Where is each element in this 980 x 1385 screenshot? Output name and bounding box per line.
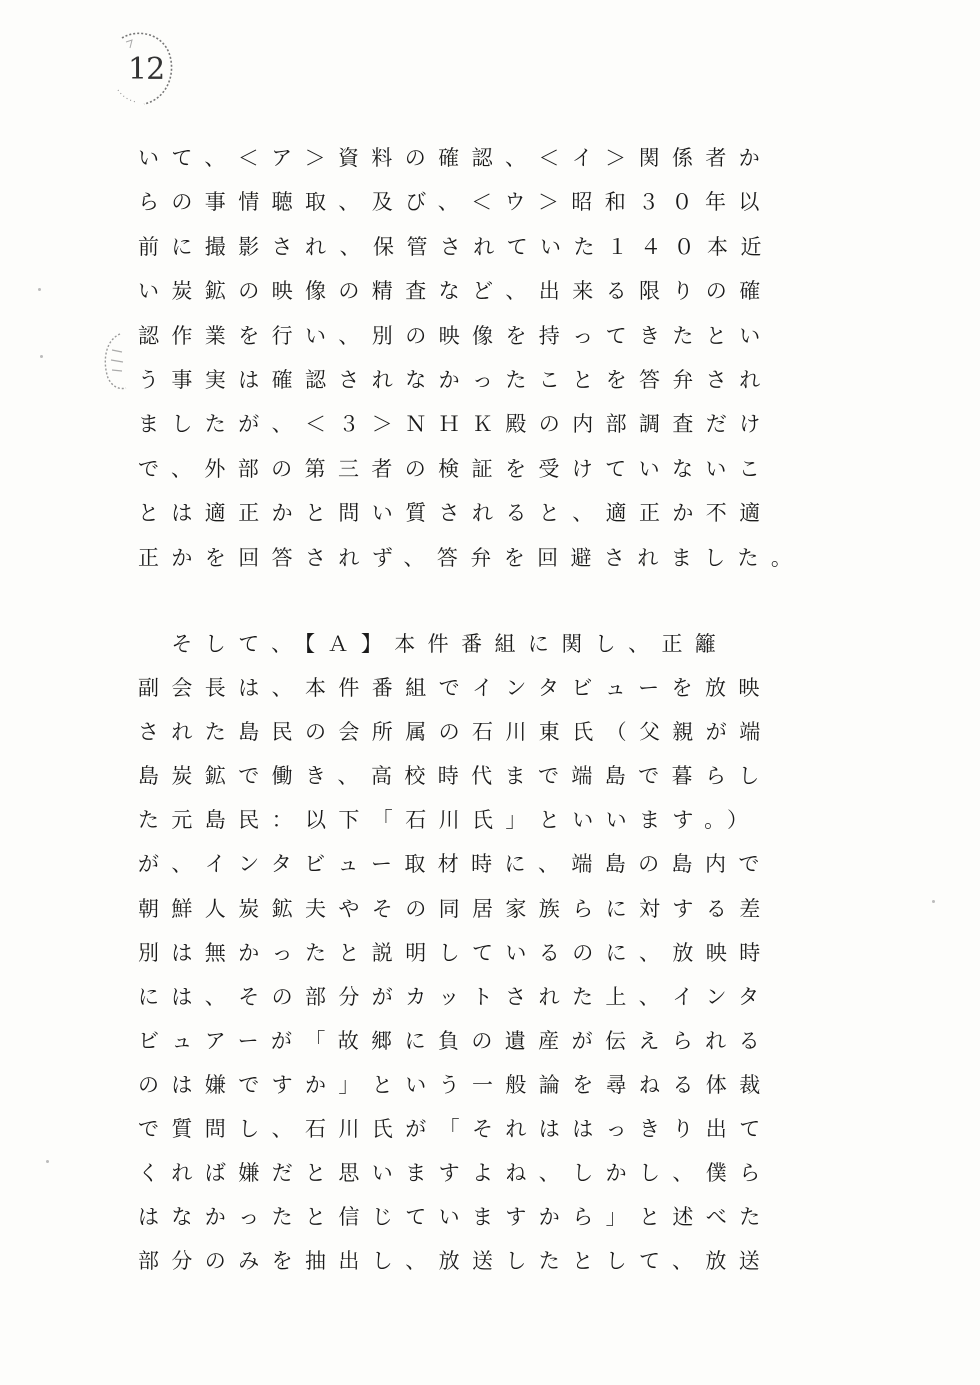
- text-line: いて、＜ア＞資料の確認、＜イ＞関係者か: [138, 146, 773, 170]
- text-line: で、外部の第三者の検証を受けていないこ: [138, 456, 773, 481]
- text-line: ビュアーが「故郷に負の遺産が伝えられる: [138, 1028, 772, 1053]
- text-line: 副会長は、本件番組でインタビューを放映: [138, 676, 772, 701]
- text-line: い炭鉱の映像の精査など、出来る限りの確: [138, 279, 773, 304]
- text-line: には、その部分がカットされた上、インタ: [138, 984, 772, 1009]
- margin-seal-icon: [98, 330, 132, 392]
- text-line: のは嫌ですか」という一般論を尋ねる体裁: [138, 1072, 773, 1097]
- text-line: くれば嫌だと思いますよね、しかし、僕ら: [138, 1161, 773, 1186]
- text-line: 朝鮮人炭鉱夫やその同居家族らに対する差: [138, 896, 773, 921]
- text-line: とは適正かと問い質されると、適正か不適: [138, 501, 773, 526]
- page-number: 12: [128, 52, 165, 87]
- text-line: はなかったと信じていますから」と述べた: [138, 1205, 773, 1230]
- text-line: う事実は確認されなかったことを答弁され: [138, 367, 773, 392]
- text-line: 島炭鉱で働き、高校時代まで端島で暮らし: [138, 764, 772, 789]
- scan-speck: [46, 1160, 49, 1163]
- text-line: 認作業を行い、別の映像を持ってきたとい: [138, 323, 773, 348]
- page-number-stamp: [108, 30, 178, 110]
- scan-speck: [932, 900, 935, 903]
- text-line: らの事情聴取、及び、＜ウ＞昭和３０年以: [138, 190, 772, 215]
- text-line: された島民の会所属の石川東氏（父親が端: [138, 720, 773, 745]
- text-line: 別は無かったと説明しているのに、放映時: [138, 940, 773, 965]
- paragraph-1: [138, 136, 838, 580]
- text-line: 部分のみを抽出し、放送したとして、放送: [138, 1249, 773, 1274]
- scan-speck: [38, 288, 41, 291]
- text-line: 正かを回答されず、答弁を回避されました。: [138, 545, 805, 570]
- text-line: そして、【Ａ】本件番組に関し、正籬: [138, 632, 729, 656]
- text-line: ましたが、＜３＞ＮＨＫ殿の内部調査だけ: [138, 412, 773, 437]
- text-line: が、インタビュー取材時に、端島の島内で: [138, 852, 772, 877]
- scan-speck: [40, 355, 43, 358]
- text-line: で質問し、石川氏が「それははっきり出て: [138, 1117, 773, 1142]
- paragraph-2: [138, 622, 838, 1283]
- text-line: 前に撮影され、保管されていた１４０本近: [138, 234, 774, 259]
- text-line: た元島民：以下「石川氏」といいます。）: [138, 808, 761, 833]
